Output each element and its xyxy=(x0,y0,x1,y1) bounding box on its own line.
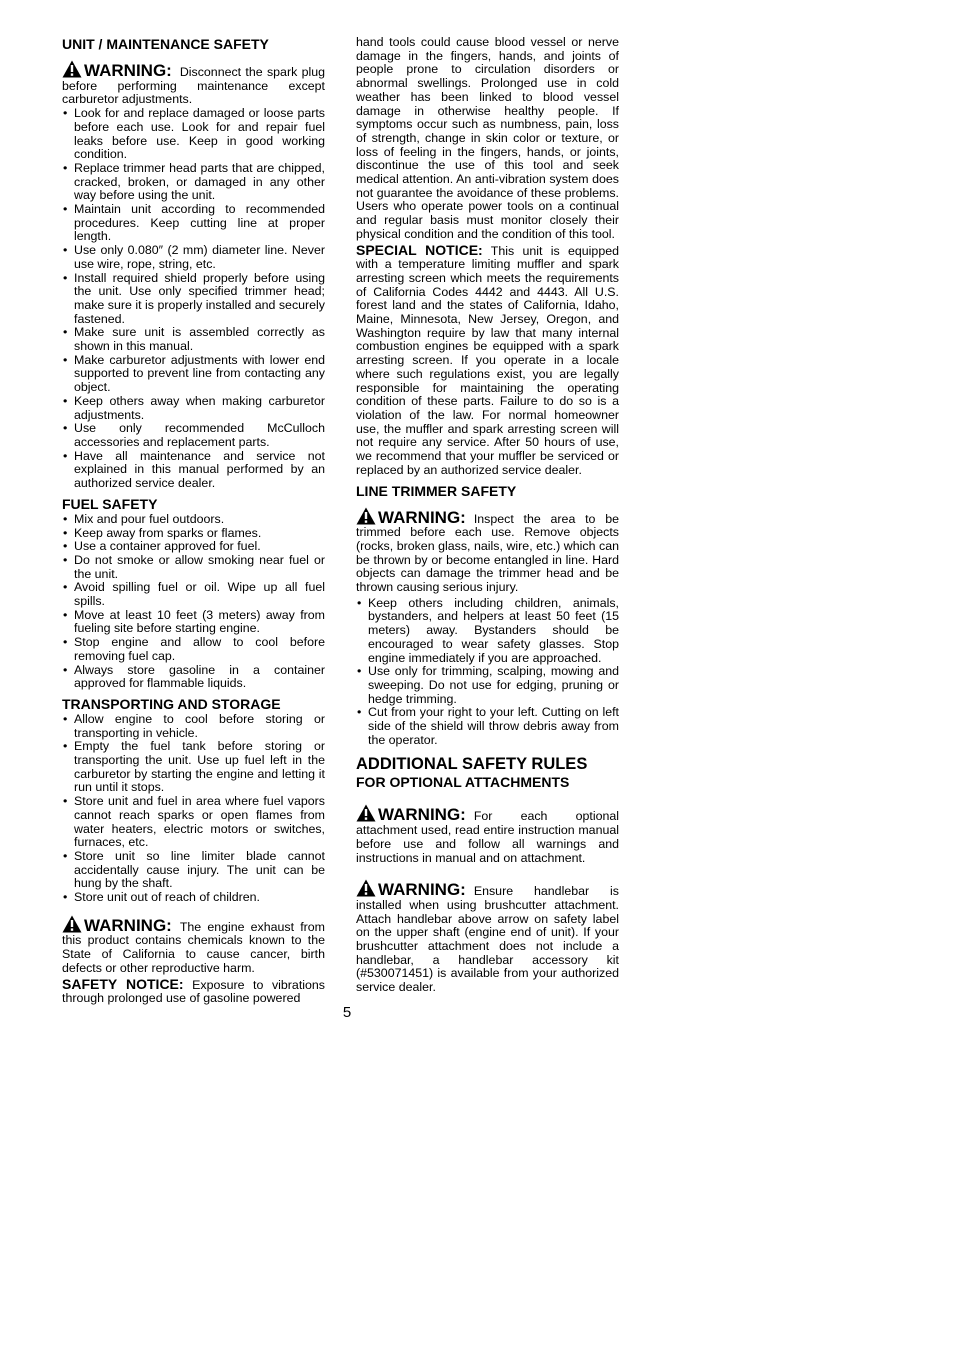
list-item: • Always store gasoline in a container approved for flammable liquids. xyxy=(62,664,325,691)
list-item: • Use a container approved for fuel. xyxy=(62,540,325,554)
list-item: • Stop engine and allow to cool before removing fuel cap. xyxy=(62,636,325,663)
fuel-safety-heading: FUEL SAFETY xyxy=(62,495,158,512)
fuel-safety-list xyxy=(62,513,325,691)
line-trimmer-heading: LINE TRIMMER SAFETY xyxy=(356,482,517,499)
list-item: • Store unit and fuel in area where fuel vapors cannot reach sparks or open flames from water heaters, electric motors or switches, furnaces, etc. xyxy=(62,795,325,850)
list-item: • Allow engine to cool before storing or transporting in vehicle. xyxy=(62,713,325,740)
unit-maintenance-list xyxy=(62,107,325,491)
list-item: • Do not smoke or allow smoking near fuel or the unit. xyxy=(62,554,325,581)
list-item: • Empty the fuel tank before storing or transporting the unit. Use up fuel left in the carburetor by starting the engine and letting it run until it stops. xyxy=(62,740,325,795)
transporting-list xyxy=(62,713,325,905)
list-item: • Look for and replace damaged or loose parts before each use. Look for and repair fuel leaks before use. Keep in good working condition. xyxy=(62,107,325,162)
list-item: • Use only for trimming, scalping, mowing and sweeping. Do not use for edging, pruning or hedge trimming. xyxy=(356,665,619,706)
warning-triangle-icon xyxy=(356,879,376,897)
right-column xyxy=(356,36,619,995)
list-item: • Install required shield properly before using the unit. Use only specified trimmer head; make sure it is properly installed and securely fastened. xyxy=(62,272,325,327)
special-notice-text: This unit is equipped with a temperature limiting muffler and spark arresting screen which meets the requirements of California Codes 4442 and 4443. All U.S. forest land and the states of California, Idaho, Maine, Minnesota, New Jersey, Oregon, and Washington require by law that many internal combustion engines be equipped with a spark arresting screen. If you operate in a locale where such regulations exist, you are legally responsible for maintaining the operating condition of these parts. Failure to do so is a violation of the law. For normal homeowner use, the muffler and spark arresting screen will not require any service. After 50 hours of use, we recommend that your muffler be serviced or replaced by an authorized service dealer. xyxy=(356,243,619,477)
special-notice-label: SPECIAL NOTICE: xyxy=(356,241,483,258)
transporting-heading: TRANSPORTING AND STORAGE xyxy=(62,695,281,712)
handlebar-warning xyxy=(356,879,619,995)
list-item: • Store unit out of reach of children. xyxy=(62,891,325,905)
handlebar-warning-text: Ensure handlebar is installed when using brushcutter attachment. Attach handlebar above arrow on safety label on the upper shaft (engine end of unit). If your brushcutter attachment does not include a handlebar, a handlebar accessory kit (#530071451) is available from your authorized service dealer. xyxy=(356,884,619,995)
list-item: • Keep others away when making carburetor adjustments. xyxy=(62,395,325,422)
safety-notice-text: Exposure to vibrations through prolonged use of gasoline powered xyxy=(62,977,325,1006)
exhaust-warning-text: The engine exhaust from this product contains chemicals known to the State of California to cause cancer, birth defects or other reproductive harm. xyxy=(62,919,325,975)
list-item: • Make sure unit is assembled correctly as shown in this manual. xyxy=(62,326,325,353)
list-item: • Cut from your right to your left. Cutting on left side of the shield will throw debris away from the operator. xyxy=(356,706,619,747)
optional-attachments-subheading: FOR OPTIONAL ATTACHMENTS xyxy=(356,774,570,791)
page-number: 5 xyxy=(342,1004,352,1021)
warning-triangle-icon xyxy=(356,507,376,525)
line-trimmer-list xyxy=(356,597,619,748)
list-item: • Move at least 10 feet (3 meters) away from fueling site before starting engine. xyxy=(62,609,325,636)
line-warning xyxy=(356,507,619,595)
line-warning-text: Inspect the area to be trimmed before each use. Remove objects (rocks, broken glass, nails, wire, etc.) which can be thrown by or become entangled in line. Hard objects can damage the trimmer head and be thrown causing serious injury. xyxy=(356,511,619,595)
list-item: • Store unit so line limiter blade cannot accidentally cause injury. The unit can be hung by the shaft. xyxy=(62,850,325,891)
attachment-warning-text: For each optional attachment used, read entire instruction manual before use and follow all warnings and instructions in manual and on attachment. xyxy=(356,809,619,865)
warning-triangle-icon xyxy=(62,60,82,78)
left-column xyxy=(62,36,325,1006)
safety-notice-label: SAFETY NOTICE: xyxy=(62,975,184,992)
attachment-warning xyxy=(356,804,619,865)
unit-warning xyxy=(62,60,325,107)
list-item: • Use only recommended McCulloch accessories and replacement parts. xyxy=(62,422,325,449)
list-item: • Replace trimmer head parts that are chipped, cracked, broken, or damaged in any other way before using the unit. xyxy=(62,162,325,203)
warning-label: WARNING: xyxy=(378,507,466,527)
warning-triangle-icon xyxy=(356,804,376,822)
special-notice xyxy=(356,241,619,478)
list-item: • Make carburetor adjustments with lower end supported to prevent line from contacting any object. xyxy=(62,354,325,395)
list-item: • Keep away from sparks or flames. xyxy=(62,527,325,541)
list-item: • Have all maintenance and service not explained in this manual performed by an authorized service dealer. xyxy=(62,450,325,491)
additional-safety-heading: ADDITIONAL SAFETY RULES xyxy=(356,755,588,774)
unit-warning-text: Disconnect the spark plug before performing maintenance except carburetor adjustments. xyxy=(62,65,325,107)
warning-label: WARNING: xyxy=(378,805,466,825)
list-item: • Mix and pour fuel outdoors. xyxy=(62,513,325,527)
warning-triangle-icon xyxy=(62,915,82,933)
safety-notice xyxy=(62,975,325,1006)
warning-label: WARNING: xyxy=(378,880,466,900)
safety-notice-continued: hand tools could cause blood vessel or nerve damage in the fingers, hands, and joints of people prone to circulation disorders or abnormal swellings. Prolonged use in cold weather has been linked to blood vessel damage in otherwise healthy people. If symptoms occur such as numbness, pain, loss of strength, change in skin color or texture, or loss of feeling in the fingers, hands, or joints, discontinue the use of this tool and seek medical attention. An anti-vibration system does not guarantee the avoidance of these problems. Users who operate power tools on a continual and regular basis must monitor closely their physical condition and the condition of this tool. xyxy=(356,35,619,241)
warning-label: WARNING: xyxy=(84,915,172,935)
list-item: • Keep others including children, animals, bystanders, and helpers at least 50 feet (15 meters) away. Bystanders should be encouraged to wear safety glasses. Stop engine immediately if you are approached. xyxy=(356,597,619,666)
exhaust-warning xyxy=(62,915,325,976)
list-item: • Avoid spilling fuel or oil. Wipe up all fuel spills. xyxy=(62,581,325,608)
unit-maintenance-heading: UNIT / MAINTENANCE SAFETY xyxy=(62,36,269,52)
list-item: • Use only 0.080″ (2 mm) diameter line. Never use wire, rope, string, etc. xyxy=(62,244,325,271)
warning-label: WARNING: xyxy=(84,61,172,80)
list-item: • Maintain unit according to recommended procedures. Keep cutting line at proper length. xyxy=(62,203,325,244)
